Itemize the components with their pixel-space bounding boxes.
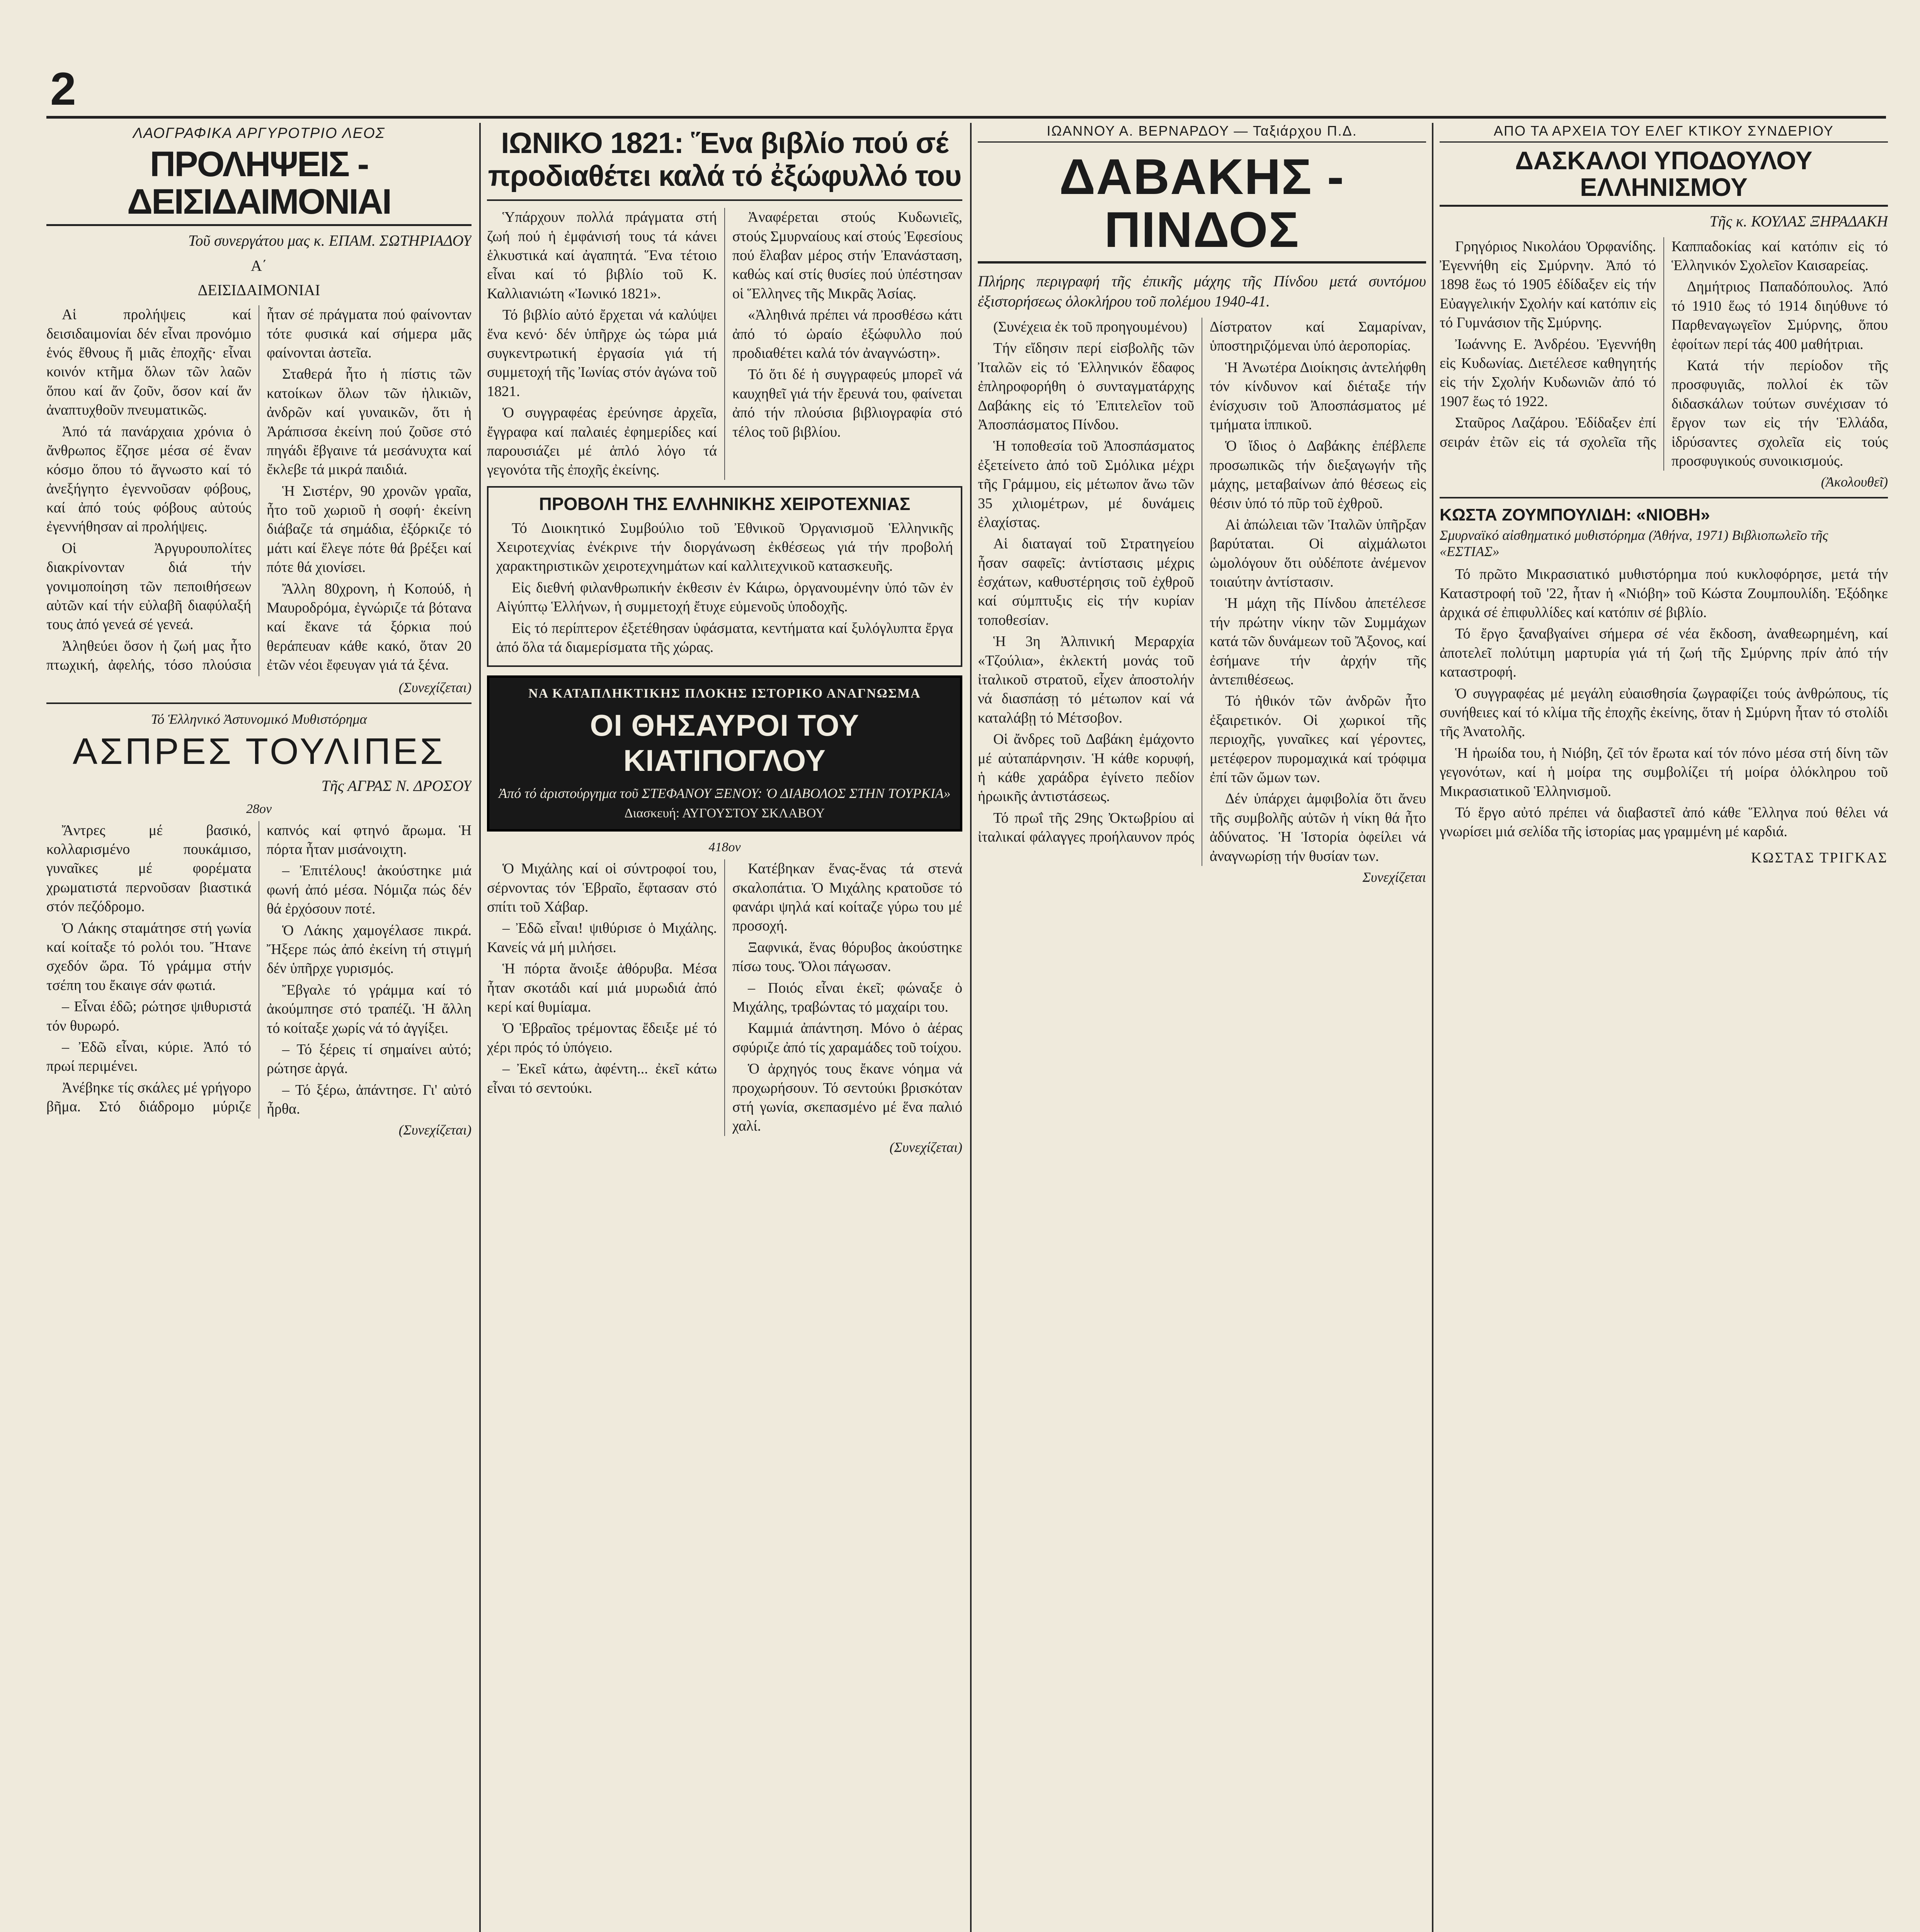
paragraph: – Ἐκεῖ κάτω, ἀφέντη... ἐκεῖ κάτω εἶναι τό σεντούκι. (487, 1061, 717, 1096)
paragraph: Κατέβηκαν ἕνας-ἕνας τά στενά σκαλοπάτια. Ὁ Μιχάλης κρατοῦσε τό φανάρι ψηλά καί κοίταζε γύρω του μέ προσοχή. (732, 861, 962, 934)
section-kicker: ΑΠΟ ΤΑ ΑΡΧΕΙΑ ΤΟΥ ΕΛΕΓ ΚΤΙΚΟΥ ΣΥΝΔΕΡΙΟΥ (1440, 123, 1888, 143)
paragraph: Ὁ συγγραφέας μέ μεγάλη εὐαισθησία ζωγραφίζει τούς ἀνθρώπους, τίς συνήθειες καί τό κλίμα τῆς ἐποχῆς ἐκείνης, ὅταν ἡ Σμύρνη ἦταν τό στολίδι τῆς Ἀνατολῆς. (1440, 685, 1888, 740)
serial-author: Τῆς ΑΓΡΑΣ Ν. ΔΡΟΣΟΥ (321, 777, 471, 794)
paragraph: «Ἀληθινά πρέπει νά προσθέσω κάτι ἀπό τό ὡραίο ἐξώφυλλο πού προδιαθέτει καλά τόν ἀναγνώστη». (732, 307, 962, 361)
review-title: ΚΩΣΤΑ ΖΟΥΜΠΟΥΛΙΔΗ: «ΝΙΟΒΗ» (1440, 505, 1710, 525)
article-body (46, 305, 471, 676)
paragraph: Ἡ Ἀνωτέρα Διοίκησις ἀντελήφθη τόν κίνδυνον καί διέταξε τήν ἐνίσχυσιν τοῦ Ἀποσπάσματος μέ τμήματα ἱππικοῦ. (1210, 359, 1426, 433)
article-headline: ΔΑΒΑΚΗΣ - ΠΙΝΔΟΣ (978, 150, 1426, 264)
paragraph: Σταθερά ἦτο ἡ πίστις τῶν κατοίκων ὅλων τῶν ἡλικιῶν, ἀνδρῶν καί γυναικῶν, ὅτι ἡ Ἀράπισσα ἐκείνη πού ζοῦσε στό πηγάδι ἔβγαινε τά μεσάνυχτα καί ἔκλεβε τά μικρά παιδιά. (267, 366, 471, 478)
notice-body (496, 519, 953, 657)
serial-episode: 418ον (708, 840, 741, 855)
serial-label: Τό Ἑλληνικό Ἀστυνομικό Μυθιστόρημα (151, 711, 367, 727)
continued-note: (Συνεχίζεται) (398, 679, 471, 695)
paragraph: Αἱ προλήψεις καί δεισιδαιμονίαι δέν εἶναι προνόμιο ἑνός ἔθνους ἤ μιᾶς ἐποχῆς· εἶναι κοινόν κτῆμα ὅλων τῶν λαῶν ὅπου καί ἄν ζοῦν, ὅσον καί ἄν ἀναπτυχθοῦν πνευματικῶς. (46, 306, 251, 418)
serial-continued: (Συνεχίζεται) (398, 1122, 471, 1138)
paragraph: Εἰς διεθνή φιλανθρωπικήν ἐκθεσιν ἐν Κάιρω, ὀργανουμένην ὑπό τῶν ἐν Αἰγύπτῳ Ἑλλήνων, ἡ συμμετοχή ἔτυχε εὐμενοῦς ὑποδοχῆς. (496, 579, 953, 615)
paragraph: Ἔβγαλε τό γράμμα καί τό ἀκούμπησε στό τραπέζι. Ἡ ἄλλη τό κοίταξε χωρίς νά τό ἀγγίξει. (267, 981, 471, 1036)
paragraph: Ὁ συγγραφέας ἐρεύνησε ἀρχεῖα, ἔγγραφα καί παλαιές ἐφημερίδες καί παρουσιάζει μέ ἁπλό λόγο τά γεγονότα τῆς ἐποχῆς ἐκείνης. (487, 405, 717, 478)
paragraph: Τό ἔργο αὐτό πρέπει νά διαβαστεῖ ἀπό κάθε Ἕλληνα πού θέλει νά γνωρίσει μιά σελίδα τῆς ἱστορίας μας γραμμένη μέ καρδιά. (1440, 804, 1888, 840)
paragraph: Ὁ ἀρχηγός τους ἔκανε νόημα νά προχωρήσουν. Τό σεντούκι βρισκόταν στή γωνία, σκεπασμένο μέ ἕνα παλιό χαλί. (732, 1061, 962, 1134)
paragraph: Οἱ ἄνδρες τοῦ Δαβάκη ἐμάχοντο μέ αὐταπάρνησιν. Ἡ κάθε κορυφή, ἡ κάθε χαράδρα ἐγίνετο πεδίον ἡρωικῆς ἀντιστάσεως. (978, 731, 1194, 805)
paragraph: Δημήτριος Παπαδόπουλος. Ἀπό τό 1910 ἕως τό 1914 διηύθυνε τό Παρθεναγωγεῖον Σμύρνης, ὅπου ἐφοίτων περί τάς 400 μαθήτριαι. (1671, 279, 1888, 352)
paragraph: Τό ἠθικόν τῶν ἀνδρῶν ἦτο ἐξαιρετικόν. Οἱ χωρικοί τῆς περιοχῆς, γυναῖκες καί γέροντες, μετέφερον πυρομαχικά καί τρόφιμα ἐπί τῶν ὤμων των. (1210, 693, 1426, 786)
paragraph: Ὁ Λάκης σταμάτησε στή γωνία καί κοίταξε τό ρολόι του. Ἤτανε σχεδόν ὥρα. Τό γράμμα στήν τσέπη του ἔκαιγε σάν φωτιά. (46, 920, 251, 993)
section-mark: Α΄ (250, 257, 267, 275)
continued-note: (Ἀκολουθεῖ) (1821, 474, 1888, 490)
paragraph: Κατά τήν περίοδον τῆς προσφυγιᾶς, πολλοί ἐκ τῶν διδασκάλων τούτων συνέχισαν τό ἔργον των εἰς τήν Ἑλλάδα, ἱδρύσαντες σχολεῖα εἰς τούς προσφυγικούς συνοικισμούς. (1671, 357, 1888, 469)
paragraph: Ἀπό τά πανάρχαια χρόνια ὁ ἄνθρωπος ἔζησε μέσα σέ ἕναν κόσμο ὅπου τό ἄγνωστο καί τό ἀνεξήγητο ἐγεννοῦσαν φόβους, καί ἀπό τούς φόβους αὐτούς ἐγεννήθησαν αἱ προλήψεις. (46, 423, 251, 535)
section-divider (487, 199, 962, 201)
paragraph: Ἡ Σιστέρν, 90 χρονῶν γραῖα, ἦτο τοῦ χωριοῦ ἡ σοφή· ἐκείνη διάβαζε τά σημάδια, ἐξόρκιζε τό μάτι καί ἔλεγε πότε θά βρέξει καί πότε θά χιονίσει. (267, 483, 471, 576)
serial-advertisement (487, 675, 962, 832)
header-rule (46, 116, 1886, 119)
section-divider (46, 702, 471, 704)
column-divider (479, 123, 481, 1932)
section-kicker: ΛΑΟΓΡΑΦΙΚΑ ΑΡΓΥΡΟΤΡΙΟ ΛΕΟΣ (133, 125, 385, 141)
paragraph: Ἰωάννης Ε. Ἀνδρέου. Ἐγεννήθη εἰς Κυδωνίας. Διετέλεσε καθηγητής εἰς τήν Σχολήν Κυδωνιῶν ἀπό τό 1907 ἕως τό 1922. (1440, 336, 1656, 410)
history-article (978, 123, 1426, 1932)
article-byline: Τοῦ συνεργάτου μας κ. ΕΠΑΜ. ΣΩΤΗΡΙΑΔΟΥ (188, 232, 471, 250)
review-body (1440, 565, 1888, 841)
paragraph: – Ἐπιτέλους! ἀκούστηκε μιά φωνή ἀπό μέσα. Νόμιζα πώς δέν θά ἐρχόσουν ποτέ. (267, 862, 471, 917)
serial-continued: (Συνεχίζεται) (889, 1139, 962, 1155)
paragraph: Ἡ πόρτα ἄνοιξε ἀθόρυβα. Μέσα ἦταν σκοτάδι καί μιά μυρωδιά ἀπό κερί καί θυμίαμα. (487, 961, 717, 1015)
teachers-article (1440, 123, 1888, 1932)
column-divider (970, 123, 972, 1932)
continued-note: Συνεχίζεται (1362, 869, 1426, 885)
ad-adaptation: Διασκευή: ΑΥΓΟΥΣΤΟΥ ΣΚΛΑΒΟΥ (624, 806, 825, 821)
paragraph: – Ποιός εἶναι ἐκεῖ; φώναξε ὁ Μιχάλης, τραβώντας τό μαχαίρι του. (732, 980, 962, 1015)
paragraph: Ἀληθεύει ὅσον ἡ ζωή μας ἦτο πτωχική, ἀφελής, τόσο πλούσια ἦταν σέ πράγματα πού φαίνονταν τότε φυσικά καί σήμερα μᾶς φαίνονται ἀστεῖα. (46, 306, 471, 673)
article-body (1440, 237, 1888, 471)
notice-title: ΠΡΟΒΟΛΗ ΤΗΣ ΕΛΛΗΝΙΚΗΣ ΧΕΙΡΟΤΕΧΝΙΑΣ (539, 493, 911, 514)
paragraph: Εἰς τό περίπτερον ἐξετέθησαν ὑφάσματα, κεντήματα καί ξυλόγλυπτα ἔργα ἀπό ὅλα τά διαμερίσματα τῆς χώρας. (496, 620, 953, 655)
paragraph: – Τό ξέρεις τί σημαίνει αὐτό; ρώτησε ἀργά. (267, 1041, 471, 1077)
paragraph: Ὁ Ἑβραῖος τρέμοντας ἔδειξε μέ τό χέρι πρός τό ὑπόγειο. (487, 1020, 717, 1056)
review-publication-info: Σμυρναϊκό αἰσθηματικό μυθιστόρημα (Ἀθήνα, 1971) Βιβλιοπωλεῖο τῆς «ΕΣΤΙΑΣ» (1440, 527, 1828, 560)
paragraph: Αἱ διαταγαί τοῦ Στρατηγείου ἦσαν σαφεῖς: ἀντίστασις μέχρις ἐσχάτων, καθυστέρησις τοῦ ἐχθροῦ καί σύμπτυξις εἰς τήν κυρίαν τοποθεσίαν. (978, 536, 1194, 628)
paragraph: Δέν ὑπάρχει ἀμφιβολία ὅτι ἄνευ τῆς συμβολῆς αὐτῶν ἡ νίκη θά ἦτο ἀδύνατος. Ἡ Ἱστορία ὀφείλει νά ἀναγνωρίσῃ τήν θυσίαν των. (1210, 791, 1426, 864)
paragraph: Ὁ Λάκης χαμογέλασε πικρά. Ἤξερε πώς ἀπό ἐκείνη τή στιγμή δέν ὑπῆρχε γυρισμός. (267, 922, 471, 977)
paragraph: Τό βιβλίο αὐτό ἔρχεται νά καλύψει ἕνα κενό· δέν ὑπῆρχε ὡς τώρα μιά συγκεντρωτική ἐργασία γιά τή συμμετοχή τῆς Ἰωνίας στόν ἀγώνα τοῦ 1821. (487, 307, 717, 400)
article-body (978, 318, 1426, 866)
paragraph: Γρηγόριος Νικολάου Ὀρφανίδης. Ἐγεννήθη εἰς Σμύρνην. Ἀπό τό 1898 ἕως τό 1905 ἐδίδαξεν εἰς τήν Εὐαγγελικήν Σχολήν καί κατόπιν εἰς τό Γυμνάσιον τῆς Σμύρνης. (1440, 238, 1656, 331)
page-number: 2 (50, 63, 76, 115)
serial-episode: 28ον (246, 801, 272, 816)
paragraph: Ἄντρες μέ βασικό, κολλαρισμένο πουκάμισο, γυναῖκες μέ φορέματα χρωματιστά περνοῦσαν βιαστικά στόν πεζόδρομο. (46, 822, 251, 915)
paragraph: Τό πρωΐ τῆς 29ης Ὀκτωβρίου αἱ ἰταλικαί φάλαγγες προήλαυνον πρός Δίστρατον καί Σαμαρίναν, ὑποστηριζόμεναι ὑπό ἀεροπορίας. (978, 319, 1426, 845)
paragraph: Ἄλλη 80χρονη, ἡ Κοπούδ, ἡ Μαυροδρόμα, ἐγνώριζε τά βότανα καί ἔκανε τά ξόρκια πού θεράπευαν κάθε κακό, ὅταν 20 ἐτῶν νέοι ἔφευγαν γιά τά ξένα. (267, 580, 471, 673)
paragraph: Τό ἔργο ξαναβγαίνει σήμερα σέ νέα ἔκδοση, ἀναθεωρημένη, καί ἀποτελεῖ πολύτιμη μαρτυρία γιά τή ζωή τῆς Σμύρνης πρίν ἀπό τήν καταστροφή. (1440, 626, 1888, 680)
paragraph: Οἱ Ἀργυρουπολίτες διακρίνονταν διά τήν γονιμοποίηση τῶν πεποιθήσεων αὐτῶν καί τήν εὐλαβῆ διαφύλαξή τους ἀπό γενεά σέ γενεά. (46, 540, 251, 633)
paragraph: Ὑπάρχουν πολλά πράγματα στή ζωή πού ἡ ἐμφάνισή τους τά κάνει ἑλκυστικά καί ἀγαπητά. Ἕνα τέτοιο εἶναι καί τό βιβλίο τοῦ Κ. Καλλιανιώτη «Ἰωνικό 1821». (487, 209, 717, 302)
paragraph: Σταῦρος Λαζάρου. Ἐδίδαξεν ἐπί σειράν ἐτῶν εἰς τά σχολεῖα τῆς Καππαδοκίας καί κατόπιν εἰς τό Ἑλληνικόν Σχολεῖον Καισαρείας. (1440, 238, 1888, 450)
section-title: ΔΕΙΣΙΔΑΙΜΟΝΙΑΙ (197, 281, 320, 299)
article-headline: ΔΑΣΚΑΛΟΙ ΥΠΟΔΟΥΛΟΥ ΕΛΛΗΝΙΣΜΟΥ (1440, 147, 1888, 207)
paragraph: Ὁ ἴδιος ὁ Δαβάκης ἐπέβλεπε προσωπικῶς τήν διεξαγωγήν τῆς μάχης, μεταβαίνων ἀπό θέσεως εἰς θέσιν ὑπό τό πῦρ τοῦ ἐχθροῦ. (1210, 438, 1426, 512)
paragraph: Αἱ ἀπώλειαι τῶν Ἰταλῶν ὑπῆρξαν βαρύταται. Οἱ αἰχμάλωτοι ὡμολόγουν ὅτι οὐδέποτε ἀνέμενον τοιαύτην ἀντίστασιν. (1210, 516, 1426, 590)
paragraph: (Συνέχεια ἐκ τοῦ προηγουμένου) (993, 319, 1187, 335)
column-divider (1432, 123, 1433, 1932)
paragraph: Τό πρῶτο Μικρασιατικό μυθιστόρημα πού κυκλοφόρησε, μετά τήν Καταστροφή τοῦ '22, ἦταν ἡ «Νιόβη» τοῦ Κώστα Ζουμπουλίδη. Ἐξόδηκε ἀρχικά σέ ἐπιφυλλίδες καί κατόπιν σέ βιβλίο. (1440, 566, 1888, 621)
folklore-article (46, 123, 471, 1932)
review-signature: ΚΩΣΤΑΣ ΤΡΙΓΚΑΣ (1751, 849, 1888, 866)
paragraph: Τήν εἴδησιν περί εἰσβολῆς τῶν Ἰταλῶν εἰς τό Ἑλληνικόν ἔδαφος ἐπληροφορήθη ὁ συνταγματάρχης Δαβάκης εἰς τό Ἐπιτελεῖον τοῦ Ἀποσπάσματος Πίνδου. (978, 340, 1194, 433)
ad-source: Ἀπό τό ἀριστούργημα τοῦ ΣΤΕΦΑΝΟΥ ΞΕΝΟΥ: Ὁ ΔΙΑΒΟΛΟΣ ΣΤΗΝ ΤΟΥΡΚΙΑ» (499, 786, 951, 801)
paragraph: Ἡ μάχη τῆς Πίνδου ἀπετέλεσε τήν πρώτην νίκην τῶν Συμμάχων κατά τῶν δυνάμεων τοῦ Ἄξονος, καί ἐσήμανε τήν ἀρχήν τῆς ἀντεπιθέσεως. (1210, 595, 1426, 688)
paragraph: – Εἶναι ἐδῶ; ρώτησε ψιθυριστά τόν θυρωρό. (46, 998, 251, 1034)
paragraph: – Ἐδῶ εἶναι! ψιθύρισε ὁ Μιχάλης. Κανείς νά μή μιλήσει. (487, 920, 717, 956)
paragraph: Τό Διοικητικό Συμβούλιο τοῦ Ἐθνικοῦ Ὀργανισμοῦ Ἑλληνικῆς Χειροτεχνίας ἐνέκρινε τήν διοργάνωση ἐκθέσεως γιά τήν προβολή χαρακτηριστικῶν χειροτεχνημάτων καί καλλιτεχνικοῦ κατασκευῆς. (496, 520, 953, 575)
ad-title: ΟΙ ΘΗΣΑΥΡΟΙ ΤΟΥ ΚΙΑΤΙΠΟΓΛΟΥ (590, 708, 860, 778)
paragraph: Ὁ Μιχάλης καί οἱ σύντροφοί του, σέρνοντας τόν Ἑβραῖο, ἔφτασαν στό σπίτι τοῦ Χάβαρ. (487, 861, 717, 915)
paragraph: Καμμιά ἀπάντηση. Μόνο ὁ ἀέρας σφύριζε ἀπό τίς χαραμάδες τοῦ τοίχου. (732, 1020, 962, 1056)
article-byline: Τῆς κ. ΚΟΥΛΑΣ ΞΗΡΑΔΑΚΗ (1709, 212, 1888, 230)
article-headline: ΙΩΝΙΚΟ 1821: Ἕνα βιβλίο πού σέ προδιαθέτει καλά τό ἐξώφυλλό του (488, 127, 962, 193)
paragraph: Ἡ 3η Ἀλπινική Μεραρχία «Τζούλια», ἐκλεκτή μονάς τοῦ ἰταλικοῦ στρατοῦ, εἶχεν ἀποστολήν νά διασπάσῃ τό μέτωπον καί νά καταλάβῃ τό Μέτσοβον. (978, 633, 1194, 726)
paragraph: Ἀναφέρεται στούς Κυδωνιεῖς, στούς Σμυρναίους καί στούς Ἐφεσίους πού ἔλαβαν μέρος στήν Ἐπανάσταση, καθώς καί στίς θυσίες πού ὑπέστησαν οἱ Ἕλληνες τῆς Μικρᾶς Ἀσίας. (732, 209, 962, 302)
section-divider (1440, 497, 1888, 498)
ad-tagline: ΝΑ ΚΑΤΑΠΛΗΚΤΙΚΗΣ ΠΛΟΚΗΣ ΙΣΤΟΡΙΚΟ ΑΝΑΓΝΩΣΜΑ (528, 686, 921, 701)
paragraph: Τό ὅτι δέ ἡ συγγραφεύς μπορεῖ νά καυχηθεῖ γιά τήν ἔρευνά του, φαίνεται ἀπό τήν πλούσια βιβλιογραφία στό τέλος τοῦ βιβλίου. (732, 366, 962, 440)
paragraph: – Τό ξέρω, ἀπάντησε. Γι' αὐτό ἦρθα. (267, 1082, 471, 1117)
paragraph: Ξαφνικά, ἕνας θόρυβος ἀκούστηκε πίσω τους. Ὅλοι πάγωσαν. (732, 939, 962, 975)
notice-box (487, 486, 962, 667)
book-review-column (487, 123, 962, 1932)
paragraph: Ἡ ἡρωίδα του, ἡ Νιόβη, ζεῖ τόν ἔρωτα καί τόν πόνο μέσα στή δίνη τῶν γεγονότων, καί ἡ μοίρα της συμβολίζει τή μοίρα ὁλόκληρου τοῦ Μικρασιατικοῦ Ἑλληνισμοῦ. (1440, 745, 1888, 799)
serial-title: ΑΣΠΡΕΣ ΤΟΥΛΙΠΕΣ (73, 730, 445, 772)
article-author-line: ΙΩΑΝΝΟΥ Α. ΒΕΡΝΑΡΔΟΥ — Ταξιάρχου Π.Δ. (978, 123, 1426, 143)
serial-body (46, 821, 471, 1119)
paragraph: Ἡ τοποθεσία τοῦ Ἀποσπάσματος ἐξετείνετο ἀπό τοῦ Σμόλικα μέχρι τῆς Γράμμου, εἰς μέτωπον ἄνω τῶν 35 χιλιομέτρων, μέ δυνάμεις ἐλαχίστας. (978, 438, 1194, 531)
article-body (487, 208, 962, 480)
paragraph: – Ἐδῶ εἶναι, κύριε. Ἀπό τό πρωί περιμένει. (46, 1039, 251, 1075)
paragraph: Ἀνέβηκε τίς σκάλες μέ γρήγορο βῆμα. Στό διάδρομο μύριζε καπνός καί φτηνό ἄρωμα. Ἡ πόρτα ἦταν μισάνοιχτη. (46, 822, 471, 1115)
article-lead: Πλήρης περιγραφή τῆς ἐπικῆς μάχης τῆς Πίνδου μετά συντόμου ἐξιστορήσεως ὁλοκλήρου τοῦ πολέμου 1940-41. (978, 272, 1426, 310)
serial-body (487, 859, 962, 1136)
article-headline: ΠΡΟΛΗΨΕΙΣ - ΔΕΙΣΙΔΑΙΜΟΝΙΑΙ (46, 146, 471, 226)
